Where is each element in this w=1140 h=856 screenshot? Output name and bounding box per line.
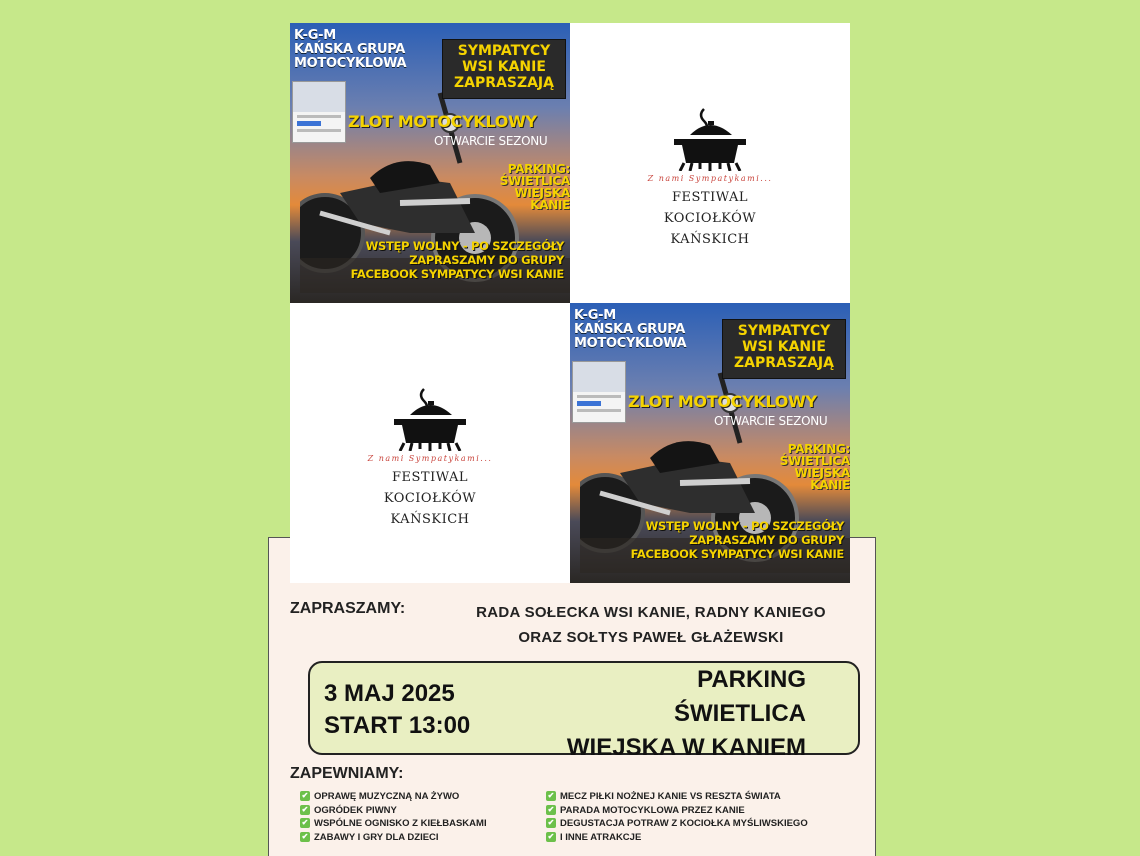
offer-list-left xyxy=(300,790,487,844)
parking-info: PARKING: ŚWIETLICA WIEJSKA KANIE xyxy=(499,162,570,212)
event-date: 3 MAJ 2025 xyxy=(324,680,455,707)
list-item: ✔ I INNE ATRAKCJE xyxy=(547,831,642,843)
invite-label: ZAPRASZAMY: xyxy=(290,600,406,617)
list-item: ✔ MECZ PIŁKI NOŻNEJ KANIE VS RESZTA ŚWIATA xyxy=(547,791,781,802)
invite-box: SYMPATYCY WSI KANIE ZAPRASZAJĄ xyxy=(722,319,846,379)
festival-tagline: Z nami Sympatykami... xyxy=(647,174,773,183)
season-opening: OTWARCIE SEZONU xyxy=(714,414,828,428)
checkmark-icon: ✔ xyxy=(547,804,555,814)
entry-info: WSTĘP WOLNY - PO SZCZEGÓŁY ZAPRASZAMY DO GRUPY FACEBOOK SYMPATYCY WSI KANIE xyxy=(630,519,844,561)
festival-name: FESTIWAL KOCIOŁKÓW KAŃSKICH xyxy=(663,190,757,247)
list-item: ✔ WSPÓLNE OGNISKO Z KIEŁBASKAMI xyxy=(301,818,487,829)
checkmark-icon: ✔ xyxy=(547,791,555,801)
cauldron-icon xyxy=(670,101,750,171)
cauldron-icon xyxy=(390,381,470,451)
invite-box: SYMPATYCY WSI KANIE ZAPRASZAJĄ xyxy=(442,39,566,99)
event-start: START 13:00 xyxy=(324,712,471,739)
checkmark-icon: ✔ xyxy=(301,791,309,801)
facebook-screenshot xyxy=(572,361,626,423)
offer-list-right xyxy=(546,790,808,844)
festival-name: FESTIWAL KOCIOŁKÓW KAŃSKICH xyxy=(383,470,477,527)
checkmark-icon: ✔ xyxy=(547,818,555,828)
zlot-title: ZLOT MOTOCYKLOWY xyxy=(348,112,537,131)
checkmark-icon: ✔ xyxy=(301,831,309,841)
festival-tagline: Z nami Sympatykami... xyxy=(367,454,493,463)
season-opening: OTWARCIE SEZONU xyxy=(434,134,548,148)
list-item: ✔ ZABAWY I GRY DLA DZIECI xyxy=(301,831,439,843)
invite-hosts: RADA SOŁECKA WSI KANIE, RADNY KANIEGO ORAZ SOŁTYS PAWEŁ GŁAŻEWSKI xyxy=(476,604,826,646)
group-name: K-G-M KAŃSKA GRUPA MOTOCYKLOWA xyxy=(574,308,687,351)
event-info-box xyxy=(308,661,860,761)
event-datetime xyxy=(324,678,470,742)
festival-logo-bottom-left xyxy=(290,303,570,583)
parking-info: PARKING: ŚWIETLICA WIEJSKA KANIE xyxy=(779,442,850,492)
list-item: ✔ OPRAWĘ MUZYCZNĄ NA ŻYWO xyxy=(301,791,460,802)
zlot-title: ZLOT MOTOCYKLOWY xyxy=(628,392,817,411)
festival-logo-top-right xyxy=(570,23,850,303)
checkmark-icon: ✔ xyxy=(301,818,309,828)
entry-info: WSTĘP WOLNY - PO SZCZEGÓŁY ZAPRASZAMY DO GRUPY FACEBOOK SYMPATYCY WSI KANIE xyxy=(350,239,564,281)
facebook-screenshot xyxy=(292,81,346,143)
offer-label: ZAPEWNIAMY: xyxy=(290,765,404,782)
list-item: ✔ DEGUSTACJA POTRAW Z KOCIOŁKA MYŚLIWSKIEGO xyxy=(547,818,808,829)
list-item: ✔ OGRÓDEK PIWNY xyxy=(301,804,397,816)
checkmark-icon: ✔ xyxy=(547,831,555,841)
group-name: K-G-M KAŃSKA GRUPA MOTOCYKLOWA xyxy=(294,28,407,71)
list-item: ✔ PARADA MOTOCYKLOWA PRZEZ KANIE xyxy=(547,804,745,816)
moto-flyer-top-left xyxy=(290,23,570,303)
moto-flyer-bottom-right xyxy=(570,303,850,583)
checkmark-icon: ✔ xyxy=(301,804,309,814)
event-place: PARKING ŚWIETLICA WIEJSKA W KANIEM xyxy=(566,666,806,761)
